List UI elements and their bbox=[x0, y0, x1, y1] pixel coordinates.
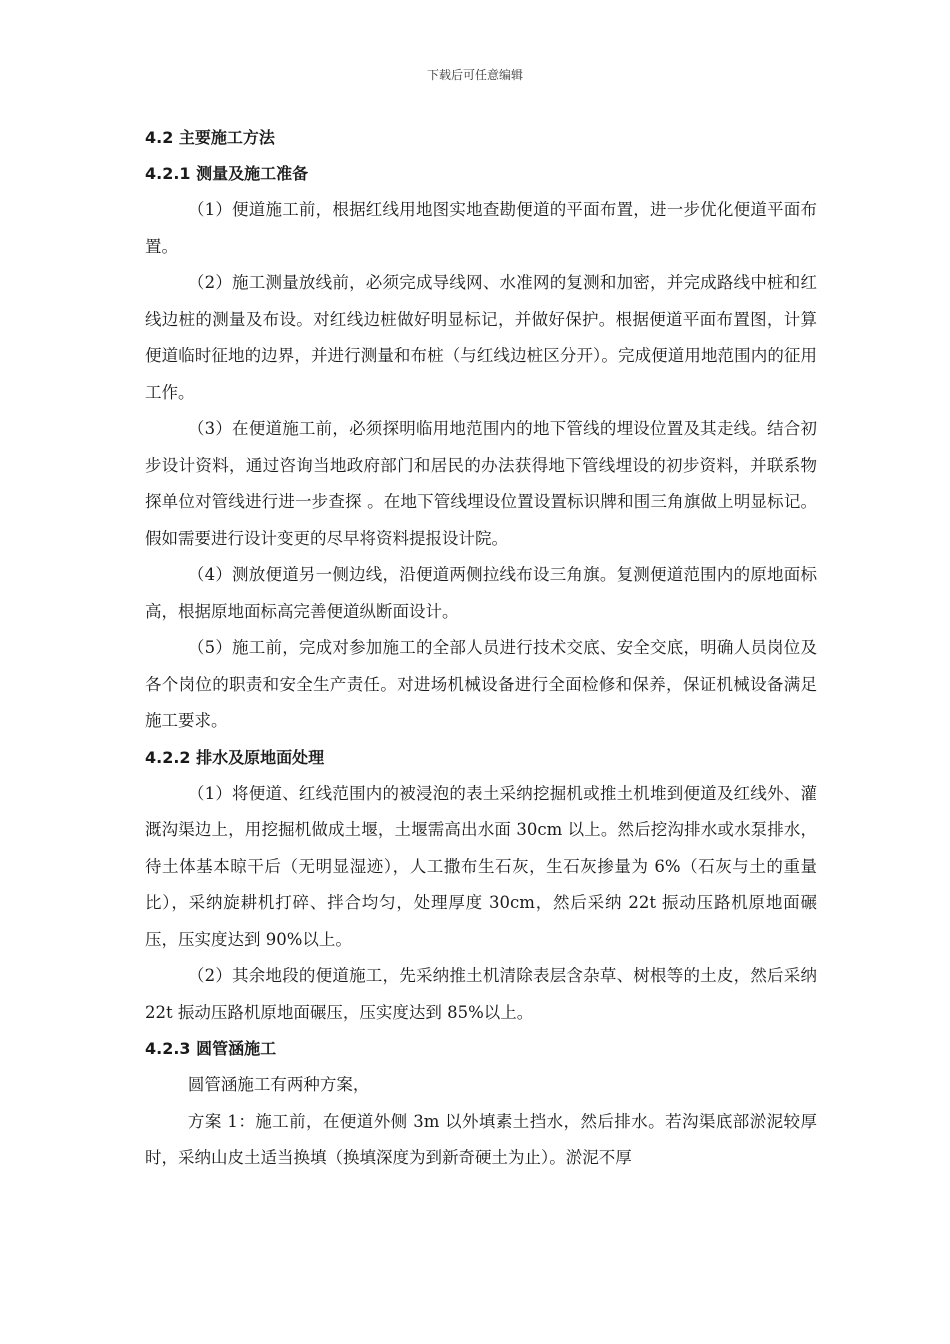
paragraph: （1）便道施工前，根据红线用地图实地查勘便道的平面布置，进一步优化便道平面布置。 bbox=[145, 200, 817, 256]
paragraph: （1）将便道、红线范围内的被浸泡的表土采纳挖掘机或推土机堆到便道及红线外、灌溉沟渠边上，用挖掘机做成土堰，土堰需高出水面 30cm 以上。然后挖沟排水或水泵排水，待土体基本晾干后（无明显湿迹），人工撒布生石灰，生石灰掺量为 6%（石灰与土的重量比），采纳旋耕机打碎、拌合均匀，处理厚度 30cm，然后采纳 22t 振动压路机原地面碾压，压实度达到 90%以上。 bbox=[145, 783, 817, 949]
subsection-heading: 4.2.2 排水及原地面处理 bbox=[145, 747, 325, 767]
paragraph: （2）施工测量放线前，必须完成导线网、水准网的复测和加密，并完成路线中桩和红线边桩的测量及布设。对红线边桩做好明显标记，并做好保护。根据便道平面布置图，计算便道临时征地的边界，并进行测量和布桩（与红线边桩区分开）。完成便道用地范围内的征用工作。 bbox=[145, 273, 817, 402]
paragraph: （2）其余地段的便道施工，先采纳推土机清除表层含杂草、树根等的土皮，然后采纳 22t 振动压路机原地面碾压，压实度达到 85%以上。 bbox=[145, 966, 817, 1022]
paragraph: （4）测放便道另一侧边线，沿便道两侧拉线布设三角旗。复测便道范围内的原地面标高，根据原地面标高完善便道纵断面设计。 bbox=[145, 565, 817, 621]
subsection-heading: 4.2.3 圆管涵施工 bbox=[145, 1039, 277, 1058]
document-body bbox=[145, 120, 817, 1177]
page-header: 下载后可任意编辑 bbox=[426, 68, 523, 82]
section-heading: 4.2 主要施工方法 bbox=[145, 128, 275, 147]
paragraph: 圆管涵施工有两种方案， bbox=[187, 1075, 370, 1094]
subsection-heading: 4.2.1 测量及施工准备 bbox=[145, 164, 309, 183]
paragraph: （5）施工前，完成对参加施工的全部人员进行技术交底、安全交底，明确人员岗位及各个岗位的职责和安全生产责任。对进场机械设备进行全面检修和保养，保证机械设备满足施工要求。 bbox=[145, 638, 817, 730]
paragraph: （3）在便道施工前，必须探明临用地范围内的地下管线的埋设位置及其走线。结合初步设计资料，通过咨询当地政府部门和居民的办法获得地下管线埋设的初步资料，并联系物探单位对管线进行进一步查探 。在地下管线埋设位置设置标识牌和围三角旗做上明显标记。假如需要进行设计变更的尽早将资料提报设计院。 bbox=[145, 419, 817, 548]
paragraph: 方案 1：施工前，在便道外侧 3m 以外填素土挡水，然后排水。若沟渠底部淤泥较厚时，采纳山皮土适当换填（换填深度为到新奇硬土为止）。淤泥不厚 bbox=[145, 1111, 817, 1167]
